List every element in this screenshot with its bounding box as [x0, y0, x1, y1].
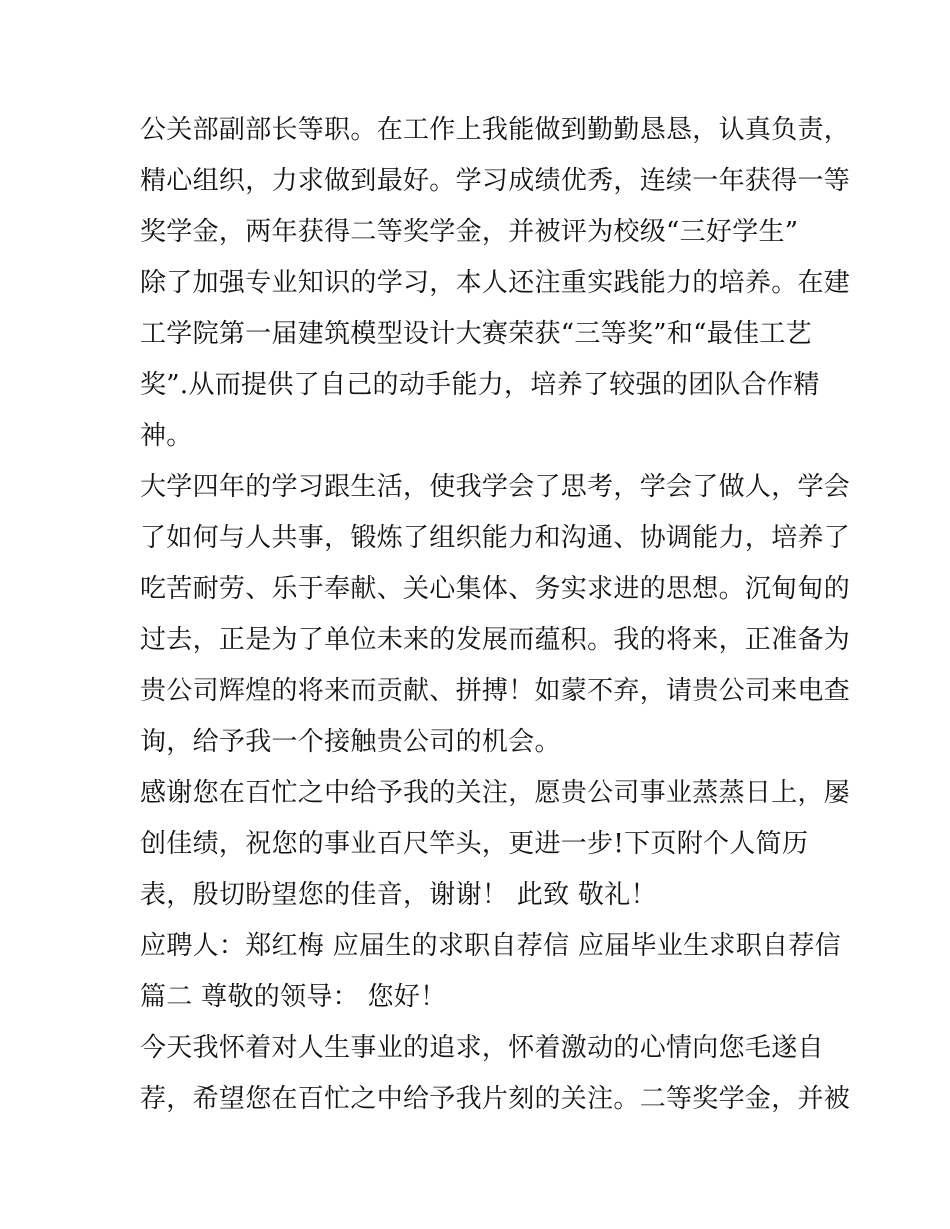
text-line: 荐，希望您在百忙之中给予我片刻的关注。二等奖学金，并被: [140, 1084, 851, 1114]
text-line: 了如何与人共事，锻炼了组织能力和沟通、协调能力，培养了: [140, 523, 851, 553]
letter-body: [140, 105, 851, 1125]
text-line: 过去，正是为了单位未来的发展而蕴积。我的将来，正准备为: [140, 625, 851, 655]
text-line: 大学四年的学习跟生活，使我学会了思考，学会了做人，学会: [140, 472, 851, 502]
text-line: 吃苦耐劳、乐于奉献、关心集体、务实求进的思想。沉甸甸的: [140, 574, 851, 604]
text-line: 公关部副部长等职。在工作上我能做到勤勤恳恳，认真负责，: [140, 115, 851, 145]
text-line: 工学院第一届建筑模型设计大赛荣获“三等奖”和“最佳工艺: [140, 319, 812, 349]
text-line: 精心组织，力求做到最好。学习成绩优秀，连续一年获得一等: [140, 166, 851, 196]
text-line: 感谢您在百忙之中给予我的关注，愿贵公司事业蒸蒸日上，屡: [140, 778, 851, 808]
text-line: 奖”.从而提供了自己的动手能力，培养了较强的团队合作精: [140, 370, 820, 400]
text-line: 贵公司辉煌的将来而贡献、拼搏！如蒙不弃，请贵公司来电查: [140, 676, 851, 706]
text-line: 今天我怀着对人生事业的追求，怀着激动的心情向您毛遂自: [140, 1033, 824, 1063]
text-line: 神。: [140, 421, 193, 451]
text-line: 应聘人：郑红梅 应届生的求职自荐信 应届毕业生求职自荐信: [140, 931, 841, 961]
text-line: 询，给予我一个接触贵公司的机会。: [140, 727, 561, 757]
text-line: 除了加强专业知识的学习，本人还注重实践能力的培养。在建: [140, 268, 851, 298]
text-line: 奖学金，两年获得二等奖学金，并被评为校级“三好学生”: [140, 217, 799, 247]
text-line: 篇二 尊敬的领导： 您好！: [140, 982, 447, 1012]
text-line: 表，殷切盼望您的佳音，谢谢！ 此致 敬礼！: [140, 880, 657, 910]
text-line: 创佳绩，祝您的事业百尺竿头，更进一步!下页附个人简历: [140, 829, 809, 859]
